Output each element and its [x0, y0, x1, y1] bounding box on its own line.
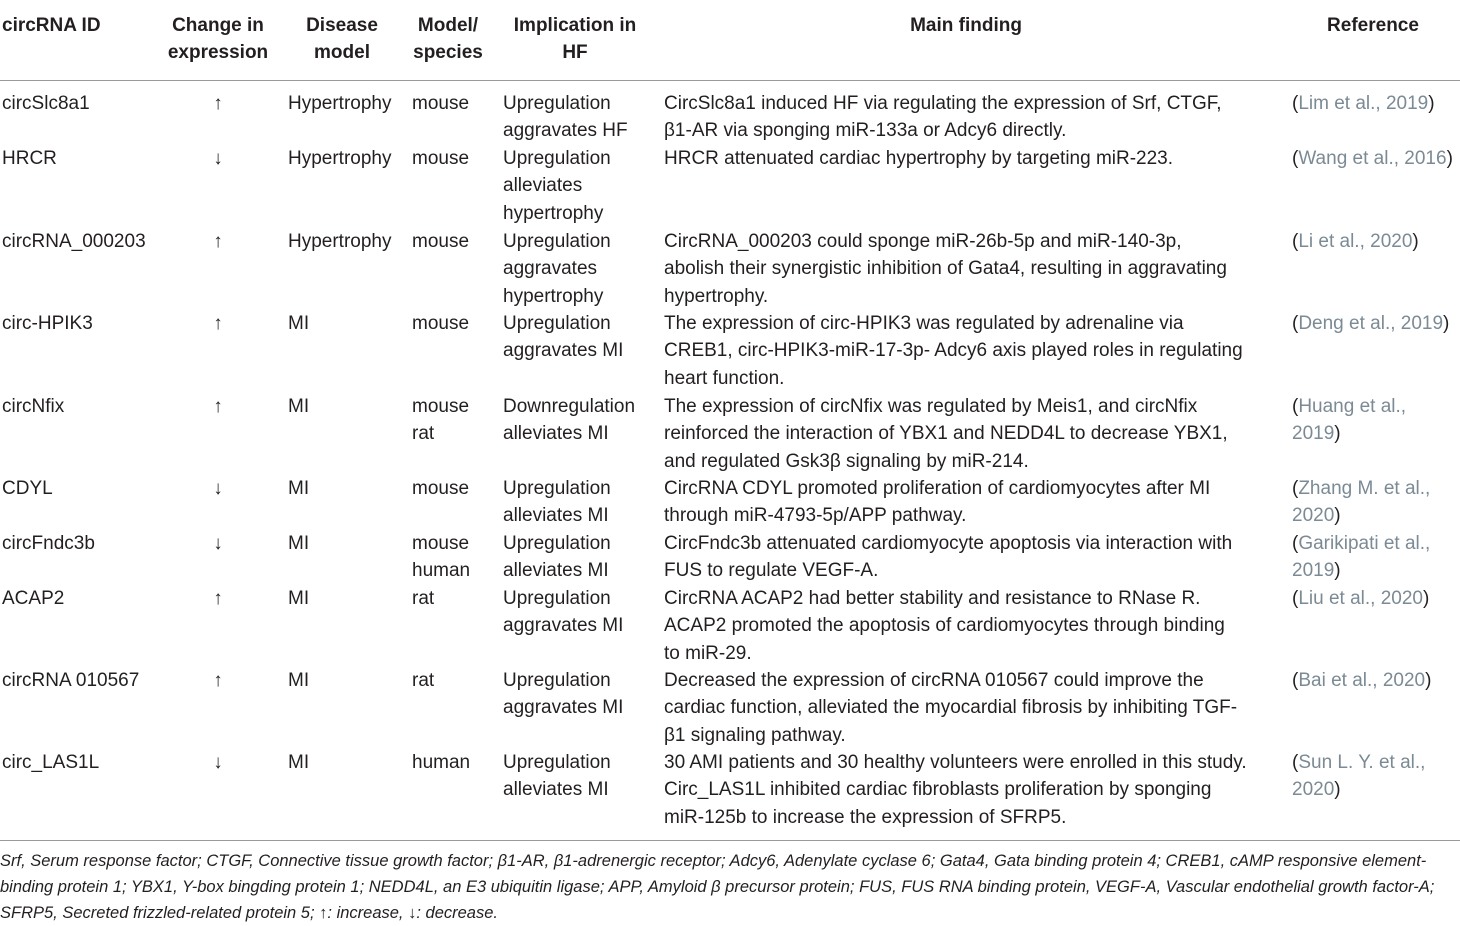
cell-model: mouse rat — [412, 396, 470, 445]
cell-disease: MI — [288, 752, 310, 773]
cell-id: ACAP2 — [2, 588, 65, 609]
cell-implication: Upregulation alleviates MI — [503, 752, 611, 801]
cell-model: mouse — [412, 93, 470, 114]
cell-model: mouse — [412, 313, 470, 334]
reference-link[interactable]: Deng et al., 2019 — [1298, 313, 1444, 334]
cell-reference[interactable]: (Garikipati et al., 2019) — [1292, 533, 1431, 582]
cell-id: CDYL — [2, 478, 53, 499]
cell-id: HRCR — [2, 148, 57, 169]
cell-implication: Upregulation aggravates HF — [503, 93, 628, 142]
reference-link[interactable]: Lim et al., 2019 — [1298, 93, 1429, 114]
cell-finding: CircRNA_000203 could sponge miR-26b-5p and miR-140-3p, abolish their synergistic inhibition of Gata4, resulting in aggravating hypertrophy. — [664, 231, 1227, 307]
cell-finding: HRCR attenuated cardiac hypertrophy by targeting miR-223. — [664, 148, 1174, 169]
cell-finding: CircSlc8a1 induced HF via regulating the expression of Srf, CTGF, β1-AR via sponging miR-133a or Adcy6 directly. — [664, 93, 1222, 142]
cell-disease: MI — [288, 396, 310, 417]
cell-reference[interactable]: (Sun L. Y. et al., 2020) — [1292, 752, 1426, 801]
cell-implication: Upregulation aggravates MI — [503, 313, 624, 362]
cell-id: circNfix — [2, 396, 65, 417]
footer-divider — [0, 840, 1460, 841]
table-header — [0, 0, 1460, 82]
cell-change: ↑ — [213, 588, 223, 609]
cell-change: ↑ — [213, 313, 223, 334]
header-circrna-id: circRNA ID — [2, 15, 101, 36]
cell-model: mouse — [412, 231, 470, 252]
cell-reference[interactable]: (Wang et al., 2016) — [1292, 148, 1453, 169]
cell-finding: Decreased the expression of circRNA 010567 could improve the cardiac function, alleviated the myocardial fibrosis by inhibiting TGF- β1 signaling pathway. — [664, 670, 1238, 746]
cell-implication: Upregulation aggravates hypertrophy — [503, 231, 611, 307]
cell-finding: 30 AMI patients and 30 healthy volunteers were enrolled in this study. Circ_LAS1L inhibited cardiac fibroblasts proliferation by sponging miR-125b to increase the expression of SFRP5. — [664, 752, 1247, 828]
cell-implication: Upregulation alleviates hypertrophy — [503, 148, 611, 224]
cell-change: ↓ — [213, 478, 223, 499]
cell-reference[interactable]: (Huang et al., 2019) — [1292, 396, 1407, 445]
cell-model: rat — [412, 670, 435, 691]
cell-disease: MI — [288, 670, 310, 691]
cell-id: circSlc8a1 — [2, 93, 90, 114]
cell-id: circ_LAS1L — [2, 752, 100, 773]
cell-change: ↑ — [213, 93, 223, 114]
cell-id: circRNA_000203 — [2, 231, 146, 252]
cell-model: mouse — [412, 148, 470, 169]
header-reference: Reference — [1327, 15, 1419, 36]
reference-link[interactable]: Liu et al., 2020 — [1298, 588, 1423, 609]
cell-implication: Upregulation alleviates MI — [503, 533, 611, 582]
cell-finding: CircRNA CDYL promoted proliferation of cardiomyocytes after MI through miR-4793-5p/APP pathway. — [664, 478, 1211, 527]
reference-link[interactable]: Bai et al., 2020 — [1298, 670, 1426, 691]
cell-change: ↑ — [213, 231, 223, 252]
cell-model: mouse human — [412, 533, 471, 582]
cell-finding: The expression of circNfix was regulated by Meis1, and circNfix reinforced the interaction of YBX1 and NEDD4L to decrease YBX1, and regulated Gsk3β signaling by miR-214. — [664, 396, 1228, 472]
cell-disease: Hypertrophy — [288, 148, 392, 169]
cell-reference[interactable]: (Li et al., 2020) — [1292, 231, 1419, 252]
cell-disease: MI — [288, 533, 310, 554]
header-change: Change in expression — [167, 15, 269, 63]
cell-disease: MI — [288, 588, 310, 609]
table-footnote: Srf, Serum response factor; CTGF, Connective tissue growth factor; β1-AR, β1-adrenergic receptor; Adcy6, Adenylate cyclase 6; Gata4, Gata binding protein 4; CREB1, cAMP responsive element-binding protein 1; YBX1, Y-box bingding protein 1; NEDD4L, an E3 ubiquitin ligase; APP, Amyloid β precursor protein; FUS, FUS RNA binding protein, VEGF-A, Vascular endothelial growth factor-A; SFRP5, Secreted frizzled-related protein 5; ↑: increase, ↓: decrease. — [0, 852, 1435, 922]
cell-reference[interactable]: (Bai et al., 2020) — [1292, 670, 1432, 691]
reference-link[interactable]: Garikipati et al., 2019 — [1292, 533, 1431, 582]
reference-link[interactable]: Zhang M. et al., 2020 — [1292, 478, 1431, 527]
cell-reference[interactable]: (Deng et al., 2019) — [1292, 313, 1450, 334]
cell-id: circFndc3b — [2, 533, 95, 554]
cell-change: ↓ — [213, 752, 223, 773]
cell-implication: Upregulation alleviates MI — [503, 478, 611, 527]
cell-disease: Hypertrophy — [288, 231, 392, 252]
cell-id: circRNA 010567 — [2, 670, 140, 691]
cell-implication: Upregulation aggravates MI — [503, 670, 624, 719]
cell-disease: Hypertrophy — [288, 93, 392, 114]
cell-model: mouse — [412, 478, 470, 499]
cell-change: ↓ — [213, 148, 223, 169]
cell-disease: MI — [288, 313, 310, 334]
header-divider — [0, 80, 1460, 81]
reference-link[interactable]: Huang et al., 2019 — [1292, 396, 1407, 445]
cell-implication: Upregulation aggravates MI — [503, 588, 624, 637]
cell-finding: The expression of circ-HPIK3 was regulated by adrenaline via CREB1, circ-HPIK3-miR-17-3p- Adcy6 axis played roles in regulating heart function. — [664, 313, 1243, 389]
cell-reference[interactable]: (Liu et al., 2020) — [1292, 588, 1430, 609]
cell-finding: CircFndc3b attenuated cardiomyocyte apoptosis via interaction with FUS to regulate VEGF-A. — [664, 533, 1233, 582]
cell-change: ↓ — [213, 533, 223, 554]
cell-id: circ-HPIK3 — [2, 313, 93, 334]
cell-change: ↑ — [213, 396, 223, 417]
header-finding: Main finding — [910, 15, 1022, 36]
cell-implication: Downregulation alleviates MI — [503, 396, 636, 445]
reference-link[interactable]: Sun L. Y. et al., 2020 — [1292, 752, 1426, 801]
header-implication: Implication in HF — [513, 15, 637, 63]
cell-model: human — [412, 752, 471, 773]
cell-disease: MI — [288, 478, 310, 499]
cell-change: ↑ — [213, 670, 223, 691]
cell-reference[interactable]: (Zhang M. et al., 2020) — [1292, 478, 1431, 527]
cell-model: rat — [412, 588, 435, 609]
header-model: Model/ species — [413, 15, 483, 63]
header-disease: Disease model — [306, 15, 378, 63]
reference-link[interactable]: Wang et al., 2016 — [1298, 148, 1447, 169]
cell-reference[interactable]: (Lim et al., 2019) — [1292, 93, 1435, 114]
cell-finding: CircRNA ACAP2 had better stability and resistance to RNase R. ACAP2 promoted the apoptosis of cardiomyocytes through binding to miR-29. — [664, 588, 1225, 664]
reference-link[interactable]: Li et al., 2020 — [1298, 231, 1413, 252]
